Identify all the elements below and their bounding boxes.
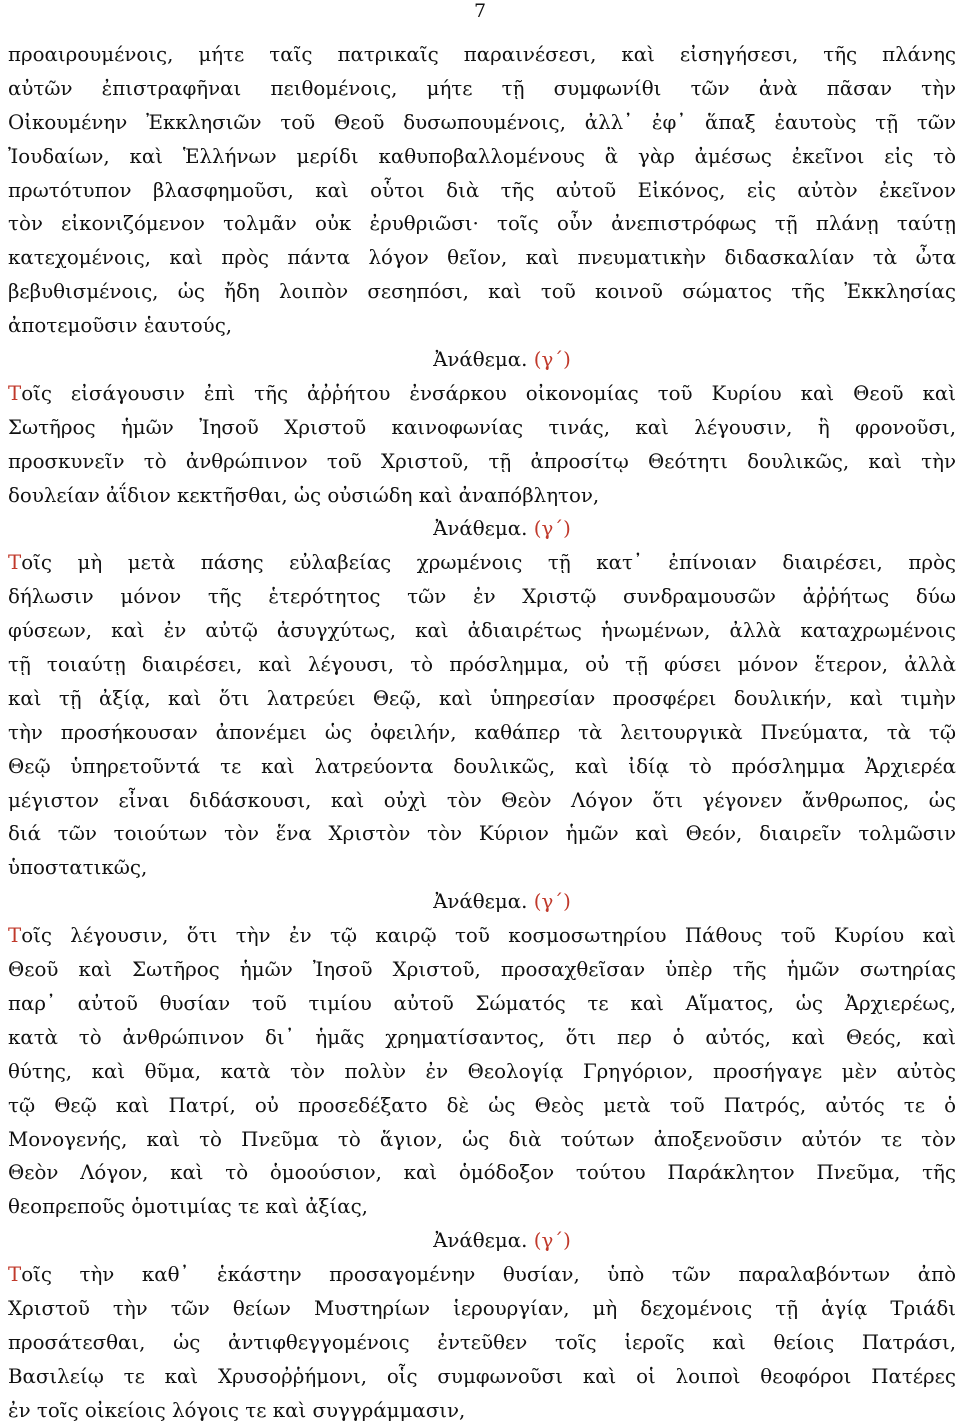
line-text: Ἰουδαίων, καὶ Ἑλλήνων μερίδι καθυποβαλλομένους ἃ γὰρ ἀμέσως ἐκεῖνοι εἰς τὸ [8, 144, 956, 168]
text-line [8, 953, 956, 987]
text-line [8, 479, 956, 513]
text-line [8, 987, 956, 1021]
document-body [8, 38, 956, 1428]
line-text: Θεῷ ὑπηρετοῦντά τε καὶ λατρεύοντα δουλικῶς, καὶ ἰδίᾳ τὸ πρόσλημμα Ἀρχιερέα [8, 754, 956, 778]
text-line [8, 716, 956, 750]
line-text: μέγιστον εἶναι διδάσκουσι, καὶ οὐχὶ τὸν Θεὸν Λόγον ὅτι γέγονεν ἄνθρωπος, ὡς [8, 788, 956, 812]
paragraph [8, 1258, 956, 1427]
text-line [8, 1156, 956, 1190]
text-line [8, 275, 956, 309]
text-line [8, 72, 956, 106]
line-text: Χριστοῦ τὴν τῶν θείων Μυστηρίων ἱερουργίαν, μὴ δεχομένοις τῇ ἁγίᾳ Τριάδι [8, 1296, 956, 1320]
text-line [8, 309, 956, 343]
line-text: ὑποστατικῶς, [8, 856, 148, 880]
line-text: οῖς λέγουσιν, ὅτι τὴν ἐν τῷ καιρῷ τοῦ κοσμοσωτηρίου Πάθους τοῦ Κυρίου καὶ [21, 924, 956, 948]
text-line [8, 140, 956, 174]
anathema-word: Ἀνάθεμα. [433, 890, 528, 914]
line-text: διά τῶν τοιούτων τὸν ἕνα Χριστὸν τὸν Κύριον ἡμῶν καὶ Θεόν, διαιρεῖν τολμῶσιν [8, 822, 956, 846]
line-text: τῇ τοιαύτῃ διαιρέσει, καὶ λέγουσι, τὸ πρόσλημμα, οὐ τῇ φύσει μόνον ἕτερον, ἀλλὰ [8, 653, 956, 677]
line-text: πρωτότυπον βλασφημοῦσι, καὶ οὗτοι διὰ τῆς αὐτοῦ Εἰκόνος, εἰς αὐτὸν ἐκεῖνον [8, 178, 956, 202]
rubric-initial: Τ [8, 381, 22, 405]
line-text: τὴν προσήκουσαν ἀπονέμει ὡς ὀφειλήν, καθάπερ τὰ λειτουργικὰ Πνεύματα, τὰ τῷ [8, 720, 956, 744]
line-text: Μονογενής, καὶ τὸ Πνεῦμα τὸ ἅγιον, ὡς διὰ τούτων ἀποξενοῦσιν αὐτόν τε τὸν [8, 1127, 956, 1151]
paragraph [8, 546, 956, 885]
line-text: βεβυθισμένοις, ὡς ἤδη λοιπὸν σεσηπόσι, καὶ τοῦ κοινοῦ σώματος τῆς Ἐκκλησίας [8, 280, 956, 304]
text-line [8, 1326, 956, 1360]
anathema-word: Ἀνάθεμα. [433, 517, 528, 541]
paragraph [8, 38, 956, 343]
text-line [8, 1394, 956, 1428]
line-text: Σωτῆρος ἡμῶν Ἰησοῦ Χριστοῦ καινοφωνίας τινάς, καὶ λέγουσιν, ἣ φρονοῦσι, [8, 415, 956, 439]
line-text: Οἰκουμένην Ἐκκλησιῶν τοῦ Θεοῦ δυσωπουμένοις, ἀλλ᾽ ἐφ᾽ ἅπαξ ἑαυτοὺς τῇ τῶν [8, 110, 956, 134]
anathema-count: (γ´) [533, 517, 571, 541]
line-text: παρ᾽ αὐτοῦ θυσίαν τοῦ τιμίου αὐτοῦ Σώματός τε καὶ Αἵματος, ὡς Ἀρχιερέως, [8, 991, 956, 1015]
text-line [8, 207, 956, 241]
line-text: Θεοῦ καὶ Σωτῆρος ἡμῶν Ἰησοῦ Χριστοῦ, προσαχθεῖσαν ὑπὲρ τῆς ἡμῶν σωτηρίας [8, 958, 956, 982]
text-line [8, 648, 956, 682]
text-line [8, 817, 956, 851]
text-line [8, 174, 956, 208]
line-text: οῖς μὴ μετὰ πάσης εὐλαβείας χρωμένοις τῇ κατ᾽ ἐπίνοιαν διαιρέσει, πρὸς [21, 551, 956, 575]
text-line [8, 1292, 956, 1326]
text-line [8, 919, 956, 953]
anathema-line [8, 343, 956, 377]
rubric-initial: Τ [8, 551, 22, 575]
rubric-initial: Τ [8, 924, 22, 948]
text-line [8, 580, 956, 614]
line-text: φύσεων, καὶ ἐν αὐτῷ ἀσυγχύτως, καὶ ἀδιαιρέτως ἡνωμένων, ἀλλὰ καταχρωμένοις [8, 619, 956, 643]
text-line [8, 1089, 956, 1123]
line-text: δουλείαν ἀΐδιον κεκτῆσθαι, ὡς οὐσιώδη καὶ ἀναπόβλητον, [8, 483, 600, 507]
text-line [8, 1190, 956, 1224]
line-text: κατὰ τὸ ἀνθρώπινον δι᾽ ἡμᾶς χρηματίσαντος, ὅτι περ ὁ αὐτός, καὶ Θεός, καὶ [8, 1025, 956, 1049]
line-text: δήλωσιν μόνον τῆς ἑτερότητος τῶν ἐν Χριστῷ συνδραμουσῶν ἀῤῥήτως δύω [8, 585, 956, 609]
text-line [8, 1258, 956, 1292]
text-line [8, 750, 956, 784]
paragraph [8, 919, 956, 1224]
line-text: αὐτῶν ἐπιστραφῆναι πειθομένοις, μήτε τῇ συμφωνίθι τῶν ἀνὰ πᾶσαν τὴν [8, 76, 956, 100]
rubric-initial: Τ [8, 1263, 22, 1287]
text-line [8, 1360, 956, 1394]
line-text: οῖς εἰσάγουσιν ἐπὶ τῆς ἀῤῥήτου ἐνσάρκου οἰκονομίας τοῦ Κυρίου καὶ Θεοῦ καὶ [21, 381, 956, 405]
line-text: καὶ τῇ ἀξίᾳ, καὶ ὅτι λατρεύει Θεῷ, καὶ ὑπηρεσίαν προσφέρει δουλικήν, καὶ τιμὴν [8, 686, 956, 710]
text-line [8, 411, 956, 445]
text-line [8, 1055, 956, 1089]
line-text: προσάτεσθαι, ὡς ἀντιφθεγγομένοις ἐντεῦθεν τοῖς ἱεροῖς καὶ θείοις Πατράσι, [8, 1330, 956, 1354]
line-text: προαιρουμένοις, μήτε ταῖς πατρικαῖς παραινέσεσι, καὶ εἰσηγήσεσι, τῆς πλάνης [8, 43, 956, 66]
page-number: 7 [473, 0, 487, 22]
anathema-line [8, 1224, 956, 1258]
anathema-count: (γ´) [533, 348, 571, 372]
text-line [8, 1123, 956, 1157]
anathema-line [8, 885, 956, 919]
line-text: τῷ Θεῷ καὶ Πατρί, οὐ προσεδέξατο δὲ ὡς Θεὸς μετὰ τοῦ Πατρός, αὐτός τε ὁ [8, 1093, 956, 1117]
text-line [8, 106, 956, 140]
text-line [8, 241, 956, 275]
line-text: θεοπρεποῦς ὁμοτιμίας τε καὶ ἀξίας, [8, 1195, 368, 1219]
paragraph [8, 377, 956, 513]
line-text: ἀποτεμοῦσιν ἑαυτούς, [8, 314, 233, 338]
anathema-word: Ἀνάθεμα. [433, 348, 528, 372]
text-line [8, 445, 956, 479]
text-line [8, 1021, 956, 1055]
text-line [8, 377, 956, 411]
anathema-count: (γ´) [533, 1229, 571, 1253]
text-line [8, 614, 956, 648]
text-line [8, 851, 956, 885]
line-text: θύτης, καὶ θῦμα, κατὰ τὸν πολὺν ἐν Θεολογίᾳ Γρηγόριον, προσήγαγε μὲν αὐτὸς [8, 1059, 956, 1083]
line-text: Θεὸν Λόγον, καὶ τὸ ὁμοούσιον, καὶ ὁμόδοξον τούτου Παράκλητον Πνεῦμα, τῆς [8, 1161, 956, 1185]
line-text: κατεχομένοις, καὶ πρὸς πάντα λόγον θεῖον, καὶ πνευματικὴν διδασκαλίαν τὰ ὦτα [8, 246, 956, 270]
text-line [8, 38, 956, 72]
line-text: προσκυνεῖν τὸ ἀνθρώπινον τοῦ Χριστοῦ, τῇ ἀπροσίτῳ Θεότητι δουλικῶς, καὶ τὴν [8, 449, 956, 473]
line-text: Βασιλείῳ τε καὶ Χρυσοῤῥήμονι, οἷς συμφωνοῦσι καὶ οἱ λοιποὶ θεοφόροι Πατέρες [8, 1364, 956, 1388]
line-text: οῖς τὴν καθ᾽ ἑκάστην προσαγομένην θυσίαν, ὑπὸ τῶν παραλαβόντων ἀπὸ [21, 1263, 956, 1287]
anathema-word: Ἀνάθεμα. [433, 1229, 528, 1253]
text-line [8, 682, 956, 716]
text-line [8, 546, 956, 580]
anathema-count: (γ´) [533, 890, 571, 914]
line-text: ἐν τοῖς οἰκείοις λόγοις τε καὶ συγγράμμασιν, [8, 1398, 466, 1422]
anathema-line [8, 512, 956, 546]
text-line [8, 784, 956, 818]
line-text: τὸν εἰκονιζόμενον τολμᾶν οὐκ ἐρυθριῶσι· τοῖς οὖν ἀνεπιστρόφως τῇ πλάνῃ ταύτῃ [8, 212, 956, 236]
